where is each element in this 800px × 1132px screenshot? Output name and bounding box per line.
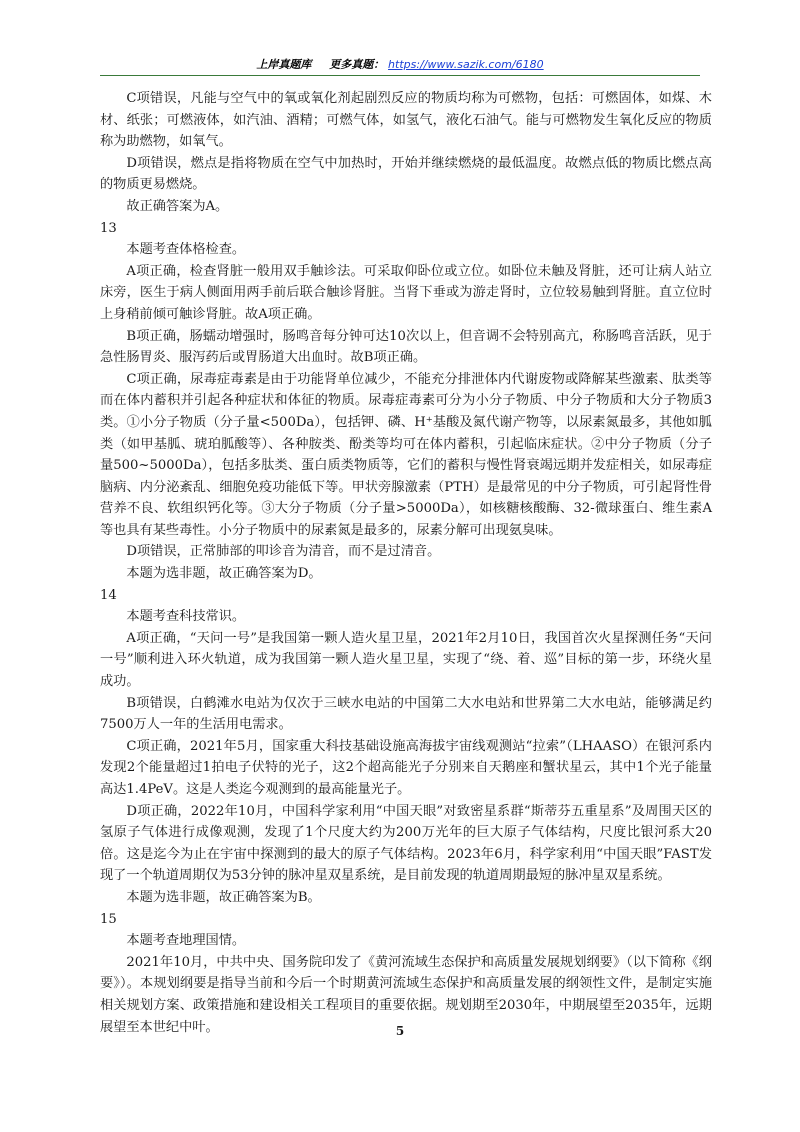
question-number: 14: [100, 587, 117, 603]
paragraph: C项错误，凡能与空气中的氧或氧化剂起剧烈反应的物质均称为可燃物，包括：可燃固体，如煤、木材、纸张；可燃液体，如汽油、酒精；可燃气体，如氢气，液化石油气。能与可燃物发生氧化反应的物质称为助燃物，如氧气。: [100, 91, 712, 150]
page-header: [0, 56, 800, 72]
header-link[interactable]: https://www.sazik.com/6180: [388, 58, 544, 71]
header-more: 更多真题：: [329, 58, 385, 71]
paragraph: B项正确，肠蠕动增强时，肠鸣音每分钟可达10次以上，但音调不会特别高亢，称肠鸣音活跃，见于急性肠胃炎、服泻药后或胃肠道大出血时。故B项正确。: [100, 328, 712, 366]
question-number: 15: [100, 911, 117, 927]
question-number: 13: [100, 220, 117, 236]
paragraph: A项正确，检查肾脏一般用双手触诊法。可采取仰卧位或立位。如卧位未触及肾脏，还可让病人站立床旁，医生于病人侧面用两手前后联合触诊肾脏。当肾下垂或为游走肾时，立位较易触到肾脏。直立位时上身稍前倾可触诊肾脏。故A项正确。: [100, 263, 712, 322]
paragraph: B项错误，白鹤滩水电站为仅次于三峡水电站的中国第二大水电站和世界第二大水电站，能够满足约7500万人一年的生活用电需求。: [100, 695, 712, 733]
paragraph: 本题考查地理国情。: [126, 933, 246, 949]
paragraph: 故正确答案为A。: [126, 198, 229, 214]
page-number: 5: [395, 1024, 405, 1038]
paragraph: 本题考查体格检查。: [126, 242, 246, 258]
paragraph: D项正确，2022年10月，中国科学家利用“中国天眼”对致密星系群“斯蒂芬五重星系”及周围天区的氢原子气体进行成像观测，发现了1个尺度大约为200万光年的巨大原子气体结构，尺度比银河系大20倍。这是迄今为止在宇宙中探测到的最大的原子气体结构。2023年6月，科学家利用“中国天眼”FAST发现了一个轨道周期仅为53分钟的脉冲星双星系统，是目前发现的轨道周期最短的脉冲星双星系统。: [100, 803, 712, 884]
paragraph: C项正确，2021年5月，国家重大科技基础设施高海拔宇宙线观测站“拉索”（LHAASO）在银河系内发现2个能量超过1拍电子伏特的光子，这2个超高能光子分别来自天鹅座和蟹状星云，其中1个光子能量高达1.4PeV。这是人类迄今观测到的最高能量光子。: [100, 738, 712, 797]
document-body: [100, 88, 712, 1038]
paragraph: 2021年10月，中共中央、国务院印发了《黄河流域生态保护和高质量发展规划纲要》（以下简称《纲要》）。本规划纲要是指导当前和今后一个时期黄河流域生态保护和高质量发展的纲领性文件，是制定实施相关规划方案、政策措施和建设相关工程项目的重要依据。规划期至2030年，中期展望至2035年，远期展望至本世纪中叶。: [100, 954, 712, 1035]
paragraph: D项错误，正常肺部的叩诊音为清音，而不是过清音。: [126, 544, 441, 560]
paragraph: 本题为选非题，故正确答案为B。: [126, 889, 321, 905]
header-brand: 上岸真题库: [256, 58, 312, 71]
paragraph: A项正确，“天问一号”是我国第一颗人造火星卫星，2021年2月10日，我国首次火星探测任务“天问一号”顺利进入环火轨道，成为我国第一颗人造火星卫星，实现了“绕、着、巡”目标的第一步，环绕火星成功。: [100, 630, 712, 690]
header-divider: [100, 75, 700, 76]
paragraph: C项正确，尿毒症毒素是由于功能肾单位减少，不能充分排泄体内代谢废物或降解某些激素、肽类等而在体内蓄积并引起各种症状和体征的物质。尿毒症毒素可分为小分子物质、中分子物质和大分子物质3类。①小分子物质（分子量<500Da），包括钾、磷、H⁺基酸及氮代谢产物等，以尿素氮最多，其他如胍类（如甲基胍、琥珀胍酸等）、各种胺类、酚类等均可在体内蓄积，引起临床症状。②中分子物质（分子量500~5000Da），包括多肽类、蛋白质类物质等，它们的蓄积与慢性肾衰竭远期并发症相关，如尿毒症脑病、内分泌紊乱、细胞免疫功能低下等。甲状旁腺激素（PTH）是最常见的中分子物质，可引起肾性骨营养不良、软组织钙化等。③大分子物质（分子量>5000Da），如核糖核酸酶、32-微球蛋白、维生素A等也具有某些毒性。小分子物质中的尿素氮是最多的，尿素分解可出现氨臭味。: [100, 371, 712, 538]
paragraph: 本题考查科技常识。: [126, 609, 246, 625]
paragraph: 本题为选非题，故正确答案为D。: [126, 566, 322, 582]
paragraph: D项错误，燃点是指将物质在空气中加热时，开始并继续燃烧的最低温度。故燃点低的物质比燃点高的物质更易燃烧。: [100, 155, 712, 193]
